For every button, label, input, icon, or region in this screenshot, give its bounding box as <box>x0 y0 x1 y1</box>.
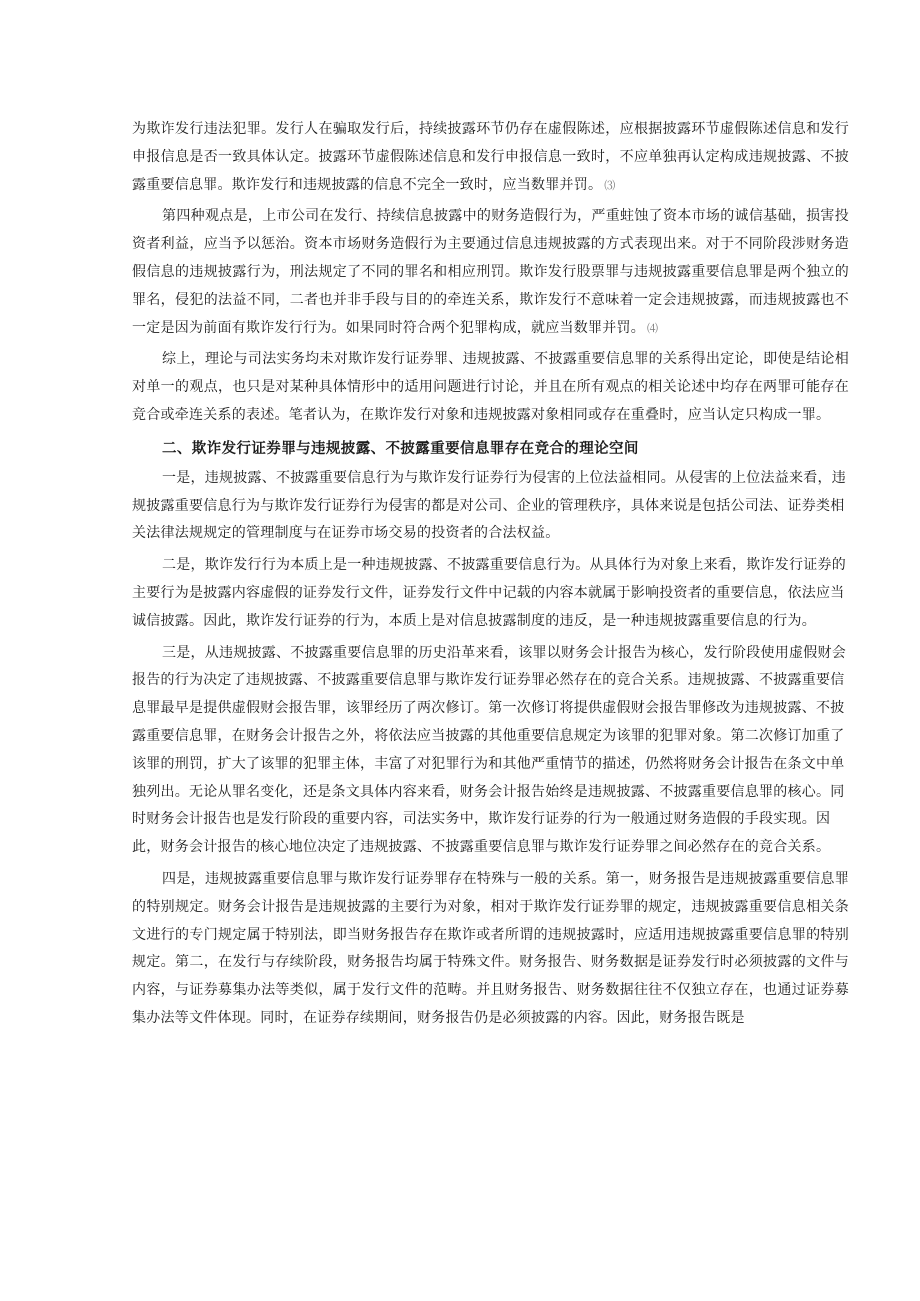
paragraph-point-one <box>132 465 849 548</box>
section-heading: 二、欺诈发行证券罪与违规披露、不披露重要信息罪存在竞合的理论空间 <box>162 440 639 457</box>
paragraph-text: 二是，欺诈发行行为本质上是一种违规披露、不披露重要信息行为。从具体行为对象上来看，欺诈发行证券的主要行为是披露内容虚假的证券发行文件，证券发行文件中记载的内容本就属于影响投资者的重要信息，依法应当诚信披露。因此，欺诈发行证券的行为，本质上是对信息披露制度的违反，是一种违规披露重要信息的行为。 <box>132 557 846 629</box>
paragraph-view-four <box>132 203 849 342</box>
footnote-marker[interactable]: ⑶ <box>604 178 616 192</box>
paragraph-text: 一是，违规披露、不披露重要信息行为与欺诈发行证券行为侵害的上位法益相同。从侵害的上位法益来看，违规披露重要信息行为与欺诈发行证券行为侵害的都是对公司、企业的管理秩序，具体来说是包括公司法、证券类相关法律法规规定的管理制度与在证券市场交易的投资者的合法权益。 <box>132 469 846 542</box>
paragraph-continuation <box>132 116 849 199</box>
paragraph-text: 为欺诈发行违法犯罪。发行人在骗取发行后，持续披露环节仍存在虚假陈述，应根据披露环节虚假陈述信息和发行申报信息是否一致具体认定。披露环节虚假陈述信息和发行申报信息一致时，不应单独再认定构成违规披露、不披露重要信息罪。欺诈发行和违规披露的信息不完全一致时，应当数罪并罚。 <box>132 121 849 193</box>
paragraph-point-two <box>132 552 849 635</box>
paragraph-text: 三是，从违规披露、不披露重要信息罪的历史沿革来看，该罪以财务会计报告为核心，发行阶段使用虚假财会报告的行为决定了违规披露、不披露重要信息罪与欺诈发行证券罪必然存在的竞合关系。违规披露、不披露重要信息罪最早是提供虚假财会报告罪，该罪经历了两次修订。第一次修订将提供虚假财会报告罪修改为违规披露、不披露重要信息罪，在财务会计报告之外，将依法应当披露的其他重要信息规定为该罪的犯罪对象。第二次修订加重了该罪的刑罚，扩大了该罪的犯罪主体，丰富了对犯罪行为和其他严重情节的描述，仍然将财务会计报告在条文中单独列出。无论从罪名变化，还是条文具体内容来看，财务会计报告始终是违规披露、不披露重要信息罪的核心。同时财务会计报告也是发行阶段的重要内容，司法实务中，欺诈发行证券的行为一般通过财务造假的手段实现。因此，财务会计报告的核心地位决定了违规披露、不披露重要信息罪与欺诈发行证券罪之间必然存在的竞合关系。 <box>132 644 846 856</box>
paragraph-summary <box>132 346 849 429</box>
paragraph-text: 第四种观点是，上市公司在发行、持续信息披露中的财务造假行为，严重蛀蚀了资本市场的诚信基础，损害投资者利益，应当予以惩治。资本市场财务造假行为主要通过信息违规披露的方式表现出来。对于不同阶段涉财务造假信息的违规披露行为，刑法规定了不同的罪名和相应刑罚。欺诈发行股票罪与违规披露重要信息罪是两个独立的罪名，侵犯的法益不同，二者也并非手段与目的的牵连关系，欺诈发行不意味着一定会违规披露，而违规披露也不一定是因为前面有欺诈发行行为。如果同时符合两个犯罪构成，就应当数罪并罚。 <box>132 208 849 336</box>
footnote-marker[interactable]: ⑷ <box>647 321 659 335</box>
paragraph-point-three <box>132 640 849 862</box>
paragraph-text: 四是，违规披露重要信息罪与欺诈发行证券罪存在特殊与一般的关系。第一，财务报告是违规披露重要信息罪的特别规定。财务会计报告是违规披露的主要行为对象，相对于欺诈发行证券罪的规定，违规披露重要信息相关条文进行的专门规定属于特别法，即当财务报告存在欺诈或者所谓的违规披露时，应适用违规披露重要信息罪的特别规定。第二，在发行与存续阶段，财务报告均属于特殊文件。财务报告、财务数据是证券发行时必须披露的文件与内容，与证券募集办法等类似，属于发行文件的范畴。并且财务报告、财务数据往往不仅独立存在，也通过证券募集办法等文件体现。同时，在证券存续期间，财务报告仍是必须披露的内容。因此，财务报告既是 <box>132 870 849 1026</box>
paragraph-text: 综上，理论与司法实务均未对欺诈发行证券罪、违规披露、不披露重要信息罪的关系得出定论，即使是结论相对单一的观点，也只是对某种具体情形中的适用问题进行讨论，并且在所有观点的相关论述中均存在两罪可能存在竞合或牵连关系的表述。笔者认为，在欺诈发行对象和违规披露对象相同或存在重叠时，应当认定只构成一罪。 <box>132 351 849 423</box>
paragraph-point-four <box>132 866 849 1033</box>
document-page <box>132 116 849 1037</box>
